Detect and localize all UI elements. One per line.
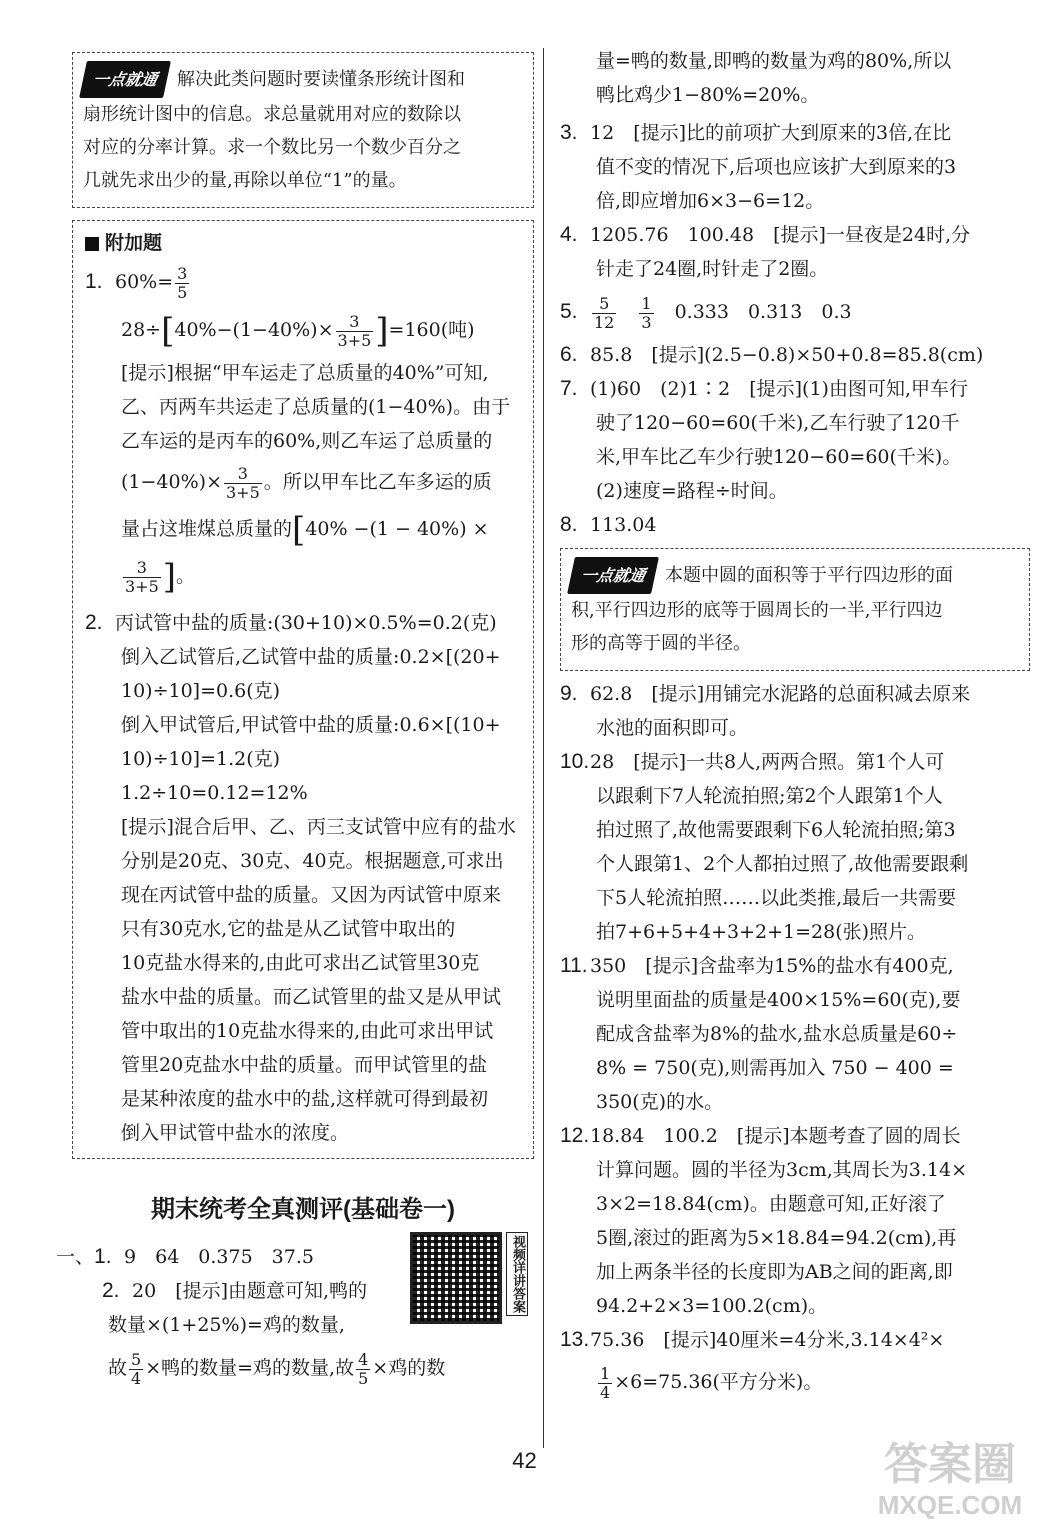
text-line: 350(克)的水。 <box>596 1091 724 1113</box>
text-line: 本题考查了圆的周长 <box>789 1125 961 1147</box>
answer: (1)60 (2)1∶2 <box>590 378 731 400</box>
column-divider <box>543 48 544 1448</box>
tip-line: 解决此类问题时要读懂条形统计图和 <box>177 69 466 90</box>
text-line: 是某种浓度的盐水中的盐,这样就可得到最初 <box>121 1088 489 1110</box>
text-line: 。所以甲车比乙车多运的质 <box>263 471 492 493</box>
text-line: 加上两条半径的长度即为AB之间的距离,即 <box>596 1261 953 1283</box>
tip-line: 形的高等于圆的半径。 <box>571 633 751 654</box>
text-line: 管中取出的10克盐水得来的,由此可求出甲试 <box>121 1020 494 1042</box>
text-line: (2.5−0.8)×50+0.8=85.8(cm) <box>704 344 984 366</box>
tip-line: 积,平行四边形的底等于圆周长的一半,平行四边 <box>571 600 943 621</box>
fraction: $\frac{3}{5}$ <box>177 263 188 302</box>
text-line: 一共8人,两两合照。第1个人可 <box>686 751 945 773</box>
text-line: 8% = 750(克),则需再加入 750 − 400 = <box>596 1057 954 1079</box>
answer: 0.333 0.313̇ 0.3 <box>674 301 852 323</box>
answer: 20 <box>132 1280 157 1302</box>
hint-label: 提示 <box>128 816 167 838</box>
watermark: 答案圈 MXQE.COM <box>877 1440 1023 1520</box>
question-number: 13. <box>560 1328 590 1351</box>
answer: 350 <box>590 955 627 977</box>
extra-questions-box: 附加题 1. 60%= $\frac{3}{5}$ 28÷[40%−(1−40%)× $\frac{3}{3+5}$ ]=160(吨) [提示]根据“甲车运走了总质量的40%”可知, 乙、丙两车共运走了总质量的(1−40%)。由于 乙车运的是丙车的60%,则乙车运了总质量的 (1−40%)× $\frac{3}{3+5}$ 。所以甲车比乙车多运的质 量占这堆煤总质量的[40% −(1 − 40%) × $\frac{3}{3+5}$ ]。 2. 丙试管中盐的质量:(30+10)×0.5%=0.2(克) 倒入乙试管后,乙试管中盐的质量:0.2×[(20+ 10)÷10]=0.6(克) 倒入甲试管后,甲试管中盐的质量:0.6×[(10+ 10)÷10]=1.2(克) 1.2÷10=0.12=12% [提示]混合后甲、乙、丙三支试管中应有的盐水 分别是20克、30克、40克。根据题意,可求出 现在丙试管中盐的质量。又因为丙试管中原来 只有30克水,它的盐是从乙试管中取出的 10克盐水得来的,由此可求出乙试管里30克 盐水中盐的质量。而乙试管里的盐又是从甲试 管中取出的10克盐水得来的,由此可求出甲试 管里20克盐水中盐的质量。而甲试管里的盐 是某种浓度的盐水中的盐,这样就可得到最初 倒入甲试管中盐水的浓度。 <box>72 220 534 1159</box>
question-number: 11. <box>560 954 588 977</box>
text-line: 1.2÷10=0.12=12% <box>121 782 308 804</box>
fraction: $\frac{1}{3}$ <box>641 293 652 332</box>
text-line: 倒入甲试管中盐水的浓度。 <box>121 1122 350 1144</box>
question-number: 1. <box>94 1245 112 1268</box>
tip-line: 对应的分率计算。求一个数比另一个数少百分之 <box>83 137 461 158</box>
text-line: 盐水中盐的质量。而乙试管里的盐又是从甲试 <box>121 986 502 1008</box>
text-line: 驶了120−60=60(千米),乙车行驶了120千 <box>596 412 960 434</box>
hint-label: 提示 <box>670 1329 709 1351</box>
text-line: (1)由图可知,甲车行 <box>802 378 969 400</box>
answer: 12 <box>590 122 615 144</box>
text-line: 个人跟第1、2个人都拍过照了,故他需要跟剩 <box>596 853 969 875</box>
hint-label: 提示 <box>658 344 697 366</box>
text-line: ×鸭的数量=鸡的数量,故 <box>145 1357 355 1379</box>
qr-code[interactable] <box>410 1232 502 1324</box>
fraction: $\frac{5}{4}$ <box>131 1349 142 1388</box>
text-line: 由题意可知,鸭的 <box>228 1280 368 1302</box>
text-line: 94.2+2×3=100.2(cm)。 <box>596 1295 828 1317</box>
text-line: 现在丙试管中盐的质量。又因为丙试管中原来 <box>121 884 502 906</box>
answer: 1205.76 100.48 <box>590 224 755 246</box>
text-line: 10)÷10]=1.2(克) <box>121 748 281 770</box>
question-number: 2. <box>102 1279 120 1302</box>
question-number: 12. <box>560 1124 590 1147</box>
text-line: 。 <box>176 565 196 587</box>
question-number: 1. <box>85 270 103 293</box>
text-line: 用铺完水泥路的总面积减去原来 <box>704 683 971 705</box>
hint-label: 提示 <box>640 751 679 773</box>
tip-tag: 一点就通 <box>79 61 171 98</box>
answer: 9 64 0.375 37.5 <box>124 1246 314 1268</box>
hint-label: 提示 <box>658 683 697 705</box>
text-line: 只有30克水,它的盐是从乙试管中取出的 <box>121 918 456 940</box>
tip-line: 几就先求出少的量,再除以单位“1”的量。 <box>83 170 407 191</box>
question-number: 4. <box>560 223 578 246</box>
text-line: 倒入乙试管后,乙试管中盐的质量:0.2×[(20+ <box>121 646 501 668</box>
text-line: 3×2=18.84(cm)。由题意可知,正好滚了 <box>596 1193 946 1215</box>
answer: 85.8 <box>590 344 633 366</box>
answer: 75.36 <box>590 1329 645 1351</box>
extra-title: 附加题 <box>105 233 163 254</box>
question-number: 3. <box>560 121 578 144</box>
bookmark-icon <box>85 237 99 251</box>
formula: 40% −(1 − 40%) × <box>305 518 489 540</box>
tip-box-1 <box>72 52 534 208</box>
text-line: 40厘米=4分米,3.14×4²× <box>716 1329 945 1351</box>
tip-line: 本题中圆的面积等于平行四边形的面 <box>665 565 954 586</box>
text-line: 混合后甲、乙、丙三支试管中应有的盐水 <box>173 816 516 838</box>
text-line: 计算问题。圆的半径为3cm,其周长为3.14× <box>596 1159 968 1181</box>
fraction: $\frac{3}{3+5}$ <box>337 311 372 350</box>
tip-box-2 <box>560 548 1030 671</box>
text-line: 分别是20克、30克、40克。根据题意,可求出 <box>121 850 504 872</box>
text-line: 说明里面盐的质量是400×15%=60(克),要 <box>596 989 961 1011</box>
hint-label: 提示 <box>756 378 795 400</box>
formula: 40%−(1−40%)× <box>174 319 334 341</box>
question-number: 8. <box>560 513 578 536</box>
text-line: 拍过照了,故他需要跟剩下6人轮流拍照;第3 <box>596 819 956 841</box>
text-line: 水池的面积即可。 <box>596 717 749 739</box>
text-line: 量占这堆煤总质量的 <box>121 518 293 540</box>
text-line: 故 <box>108 1357 128 1379</box>
formula: 28÷ <box>121 319 162 341</box>
text-line: 倒入甲试管后,甲试管中盐的质量:0.6×[(10+ <box>121 714 501 736</box>
fraction: $\frac{5}{12}$ <box>594 293 615 332</box>
text-line: ×6=75.36(平方分米)。 <box>614 1371 823 1393</box>
fraction: $\frac{3}{3+5}$ <box>125 557 159 596</box>
answer: 113.04 <box>590 514 657 536</box>
tip-tag: 一点就通 <box>567 557 659 594</box>
text-line: 5圈,滚过的距离为5×18.84=94.2(cm),再 <box>596 1227 957 1249</box>
text-line: 乙车运的是丙车的60%,则乙车运了总质量的 <box>121 430 493 452</box>
hint-label: 提示 <box>652 955 691 977</box>
question-number: 2. <box>85 611 103 634</box>
text-line: 拍7+6+5+4+3+2+1=28(张)照片。 <box>596 921 927 943</box>
hint-label: 提示 <box>640 122 679 144</box>
question-number: 10. <box>560 750 590 773</box>
right-column: 量=鸭的数量,即鸭的数量为鸡的80%,所以 鸭比鸡少1−80%=20%。 3. 12 [提示]比的前项扩大到原来的3倍,在比 值不变的情况下,后项也应该扩大到原来的3 倍,即应增加6×3−6=12。 4. 1205.76 100.48 [提示]一昼夜是24时,分 针走了24圈,时针走了2圈。 5. $\frac{5}{12}$ $\frac{1}{3}$ 0.333 0.313̇ 0.3 6. 85.8 [提示](2.5−0.8)×50+0.8=85.8(cm) 7. (1)60 (2)1∶2 [提示](1)由图可知,甲车行 驶了120−60=60(千米),乙车行驶了120千 米,甲车比乙车少行驶120−60=60(千米)。 (2)速度=路程÷时间。 8. 113.04 一点就通 本题中圆的面积等于平行四边形的面 积,平行四边形的底等于圆周长的一半,平行四边 形的高等于圆的半径。 9. 62.8 [提示]用铺完水泥路的总面积减去原来 水池的面积即可。 10.28 [提示]一共8人,两两合照。第1个人可 以跟剩下7人轮流拍照;第2个人跟第1个人 拍过照了,故他需要跟剩下6人轮流拍照;第3 个人跟第1、2个人都拍过照了,故他需要跟剩 下5人轮流拍照……以此类推,最后一共需要 拍7+6+5+4+3+2+1=28(张)照片。 11. 350 [提示]含盐率为15%的盐水有400克, 说明里面盐的质量是400×15%=60(克),要 配成含盐率为8%的盐水,盐水总质量是60÷ 8% = 750(克),则需再加入 750 − 400 = 350(克)的水。 12.18.84 100.2 [提示]本题考查了圆的周长 计算问题。圆的半径为3cm,其周长为3.14× 3×2=18.84(cm)。由题意可知,正好滚了 5圈,滚过的距离为5×18.84=94.2(cm),再 加上两条半径的长度即为AB之间的距离,即 94.2+2×3=100.2(cm)。 13.75.36 [提示]40厘米=4分米,3.14×4²× $\frac{1}{4}$ ×6=75.36(平方分米)。 <box>560 44 1030 1407</box>
answer: 62.8 <box>590 683 633 705</box>
text-line: 10)÷10]=0.6(克) <box>121 680 281 702</box>
formula: =160(吨) <box>388 319 475 341</box>
qr-label: 视频详讲答案 <box>506 1232 528 1316</box>
text-line: 含盐率为15%的盐水有400克, <box>698 955 954 977</box>
hint-label: 提示 <box>780 224 819 246</box>
text-line: 针走了24圈,时针走了2圈。 <box>596 258 829 280</box>
text-line: 鸭比鸡少1−80%=20%。 <box>596 84 820 106</box>
text-line: 比的前项扩大到原来的3倍,在比 <box>686 122 952 144</box>
text-line: 丙试管中盐的质量:(30+10)×0.5%=0.2(克) <box>115 612 497 634</box>
fraction: $\frac{1}{4}$ <box>600 1363 611 1402</box>
section-title: 期末统考全真测评(基础卷一) <box>151 1196 455 1223</box>
fraction: $\frac{3}{3+5}$ <box>225 463 260 502</box>
text-line: 配成含盐率为8%的盐水,盐水总质量是60÷ <box>596 1023 958 1045</box>
text-line: 10克盐水得来的,由此可求出乙试管里30克 <box>121 952 480 974</box>
text-line: ×鸡的数 <box>372 1357 446 1379</box>
text-line: 以跟剩下7人轮流拍照;第2个人跟第1个人 <box>596 785 943 807</box>
text-line: (2)速度=路程÷时间。 <box>596 480 788 502</box>
formula: (1−40%)× <box>121 471 222 493</box>
hint-label: 提示 <box>182 1280 221 1302</box>
formula: 60%= <box>115 271 174 293</box>
question-number: 5. <box>560 300 578 323</box>
text-line: 根据“甲车运走了总质量的40%”可知, <box>173 362 489 384</box>
text-line: 量=鸭的数量,即鸭的数量为鸡的80%,所以 <box>596 50 952 72</box>
text-line: 数量×(1+25%)=鸡的数量, <box>108 1314 345 1336</box>
question-number: 9. <box>560 682 578 705</box>
answer: 18.84 100.2 <box>590 1125 718 1147</box>
text-line: 值不变的情况下,后项也应该扩大到原来的3 <box>596 156 957 178</box>
text-line: 乙、丙两车共运走了总质量的(1−40%)。由于 <box>121 396 511 418</box>
answer: 28 <box>590 751 615 773</box>
page-number: 42 <box>512 1448 537 1473</box>
hint-label: 提示 <box>128 362 167 384</box>
left-column: 一点就通 解决此类问题时要读懂条形统计图和 扇形统计图中的信息。求总量就用对应的数除以 对应的分率计算。求一个数比另一个数少百分之 几就先求出少的量,再除以单位“1”的量。 附加题 1. 60%= $\frac{3}{5}$ 28÷[40%−(1−40%)× $\frac{3}{3+5}$ ]=160(吨) [提示]根据“甲车运走了总质量的40%”可知, 乙、丙两车共运走了总质量的(1−40%)。由于 乙车运的是丙车的60%,则乙车运了总质量的 (1−40%)× $\frac{3}{3+5}$ 。所以甲车比乙车多运的质 量占这堆煤总质量的[40% −(1 − 40%) × $\frac{3}{3+5}$ ]。 2. 丙试管中盐的质量:(30+10)×0.5%=0.2(克) 倒入乙试管后,乙试管中盐的质量:0.2×[(20+ 10)÷10]=0.6(克) 倒入甲试管后,甲试管中盐的质量:0.6×[(10+ 10)÷10]=1.2(克) 1.2÷10=0.12=12% [提示]混合后甲、乙、丙三支试管中应有的盐水 分别是20克、30克、40克。根据题意,可求出 现在丙试管中盐的质量。又因为丙试管中原来 只有30克水,它的盐是从乙试管中取出的 10克盐水得来的,由此可求出乙试管里30克 盐水中盐的质量。而乙试管里的盐又是从甲试 管中取出的10克盐水得来的,由此可求出甲试 管里20克盐水中盐的质量。而甲试管里的盐 是某种浓度的盐水中的盐,这样就可得到最初 倒入甲试管中盐水的浓度。 期末统考全真测评(基础卷一) 一、1. 9 64 0.375 37.5 2. 20 [提示]由题意可知,鸭的 数量×(1+25%)=鸡的数量, 故 $\frac{5}{4}$ ×鸭的数量=鸡的数量,故 $\frac{4}{5}$ ×鸡的数 视频详讲答案 <box>72 52 534 1394</box>
hint-label: 提示 <box>744 1125 783 1147</box>
text-line: 倍,即应增加6×3−6=12。 <box>596 190 825 212</box>
text-line: 米,甲车比乙车少行驶120−60=60(千米)。 <box>596 446 962 468</box>
section-number: 一、 <box>56 1246 95 1268</box>
fraction: $\frac{4}{5}$ <box>358 1349 369 1388</box>
question-number: 6. <box>560 343 578 366</box>
question-number: 7. <box>560 377 578 400</box>
text-line: 下5人轮流拍照……以此类推,最后一共需要 <box>596 887 957 909</box>
text-line: 管里20克盐水中盐的质量。而甲试管里的盐 <box>121 1054 488 1076</box>
text-line: 一昼夜是24时,分 <box>825 224 971 246</box>
tip-line: 扇形统计图中的信息。求总量就用对应的数除以 <box>83 104 461 125</box>
